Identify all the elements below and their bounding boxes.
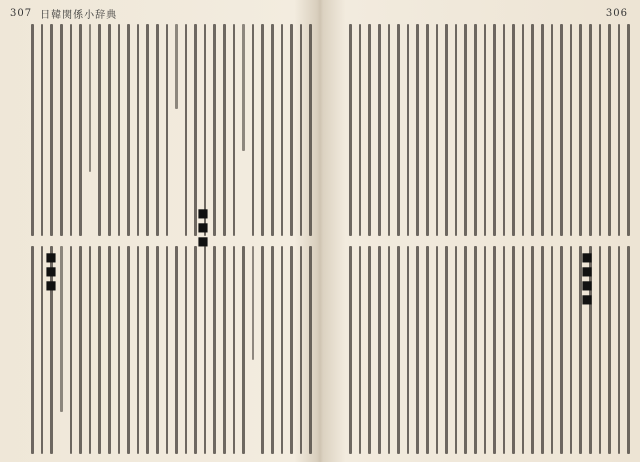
text-column-line (290, 24, 293, 236)
text-column-line (166, 24, 169, 236)
text-column-line (589, 24, 592, 236)
text-column-line (464, 24, 467, 236)
text-column-line (560, 24, 563, 236)
text-column-line (213, 24, 216, 236)
text-column-line (281, 246, 284, 454)
text-column-line (378, 24, 381, 236)
text-column-line (484, 246, 487, 454)
text-column-line (70, 24, 73, 236)
text-column-line (426, 24, 429, 236)
text-column-line (70, 246, 73, 454)
text-column-line (60, 246, 63, 412)
text-column-line (60, 24, 63, 236)
text-column-line (146, 24, 149, 236)
text-column-line (127, 246, 130, 454)
text-column-line (242, 24, 245, 151)
headword-1: ■■■ (196, 206, 210, 248)
text-column-line (368, 24, 371, 236)
text-column-line (436, 24, 439, 236)
text-column-line (551, 246, 554, 454)
text-column-line (407, 24, 410, 236)
text-column-line (271, 24, 274, 236)
right-upper-text (330, 24, 630, 236)
text-column-line (599, 24, 602, 236)
text-column-line (407, 246, 410, 454)
left-page (0, 0, 318, 462)
text-column-line (608, 246, 611, 454)
text-column-line (137, 246, 140, 454)
text-column-line (166, 246, 169, 454)
headword-3: ■■■■ (580, 250, 594, 306)
left-lower-text (14, 246, 312, 454)
text-column-line (309, 246, 312, 454)
text-column-line (146, 246, 149, 454)
text-column-line (608, 24, 611, 236)
text-column-line (436, 246, 439, 454)
text-column-line (261, 246, 264, 454)
text-column-line (252, 24, 255, 236)
text-column-line (541, 24, 544, 236)
text-column-line (464, 246, 467, 454)
text-column-line (522, 246, 525, 454)
right-page-number: 306 (605, 7, 628, 19)
headword-2: ■■■ (44, 250, 58, 292)
text-column-line (31, 246, 34, 454)
text-column-line (368, 246, 371, 454)
text-column-line (242, 246, 245, 454)
text-column-line (618, 24, 621, 236)
text-column-line (281, 24, 284, 236)
text-column-line (349, 246, 352, 454)
text-column-line (503, 24, 506, 236)
text-column-line (271, 246, 274, 454)
text-column-line (185, 246, 188, 454)
text-column-line (156, 24, 159, 236)
right-running-head (606, 6, 628, 20)
text-column-line (98, 246, 101, 454)
text-column-line (233, 246, 236, 454)
text-column-line (223, 24, 226, 236)
text-column-line (445, 246, 448, 454)
left-book-title: 日韓関係小辞典 (40, 9, 118, 21)
text-column-line (397, 24, 400, 236)
text-column-line (118, 24, 121, 236)
text-column-line (560, 246, 563, 454)
text-column-line (89, 24, 92, 172)
text-column-line (455, 24, 458, 236)
text-column-line (213, 246, 216, 454)
text-column-line (204, 246, 207, 454)
text-column-line (474, 246, 477, 454)
text-column-line (261, 24, 264, 236)
text-column-line (41, 24, 44, 236)
text-column-line (79, 24, 82, 236)
text-column-line (378, 246, 381, 454)
text-column-line (137, 24, 140, 236)
text-column-line (194, 24, 197, 236)
text-column-line (541, 246, 544, 454)
text-column-line (175, 24, 178, 109)
text-column-line (349, 24, 352, 236)
text-column-line (309, 24, 312, 236)
text-column-line (493, 24, 496, 236)
text-column-line (41, 246, 44, 454)
text-column-line (252, 246, 255, 360)
text-column-line (175, 246, 178, 454)
text-column-line (599, 246, 602, 454)
text-column-line (233, 24, 236, 236)
text-column-line (204, 24, 207, 236)
text-column-line (445, 24, 448, 236)
text-column-line (484, 24, 487, 236)
text-column-line (98, 24, 101, 236)
right-page (322, 0, 640, 462)
text-column-line (503, 246, 506, 454)
text-column-line (31, 24, 34, 236)
text-column-line (531, 246, 534, 454)
text-column-line (551, 24, 554, 236)
text-column-line (531, 24, 534, 236)
text-column-line (359, 24, 362, 236)
text-column-line (570, 246, 573, 454)
text-column-line (388, 24, 391, 236)
text-column-line (474, 24, 477, 236)
text-column-line (185, 24, 188, 236)
text-column-line (416, 24, 419, 236)
text-column-line (416, 246, 419, 454)
left-page-number: 307 (10, 7, 33, 19)
left-running-head (10, 6, 117, 20)
text-column-line (290, 246, 293, 454)
text-column-line (300, 24, 303, 236)
text-column-line (397, 246, 400, 454)
text-column-line (426, 246, 429, 454)
left-upper-text (14, 24, 312, 236)
text-column-line (570, 24, 573, 236)
text-column-line (50, 24, 53, 236)
text-column-line (455, 246, 458, 454)
text-column-line (194, 246, 197, 454)
text-column-line (79, 246, 82, 454)
text-column-line (108, 24, 111, 236)
text-column-line (300, 246, 303, 454)
text-column-line (512, 24, 515, 236)
text-column-line (522, 24, 525, 236)
text-column-line (89, 246, 92, 454)
text-column-line (108, 246, 111, 454)
text-column-line (388, 246, 391, 454)
text-column-line (618, 246, 621, 454)
text-column-line (118, 246, 121, 454)
text-column-line (493, 246, 496, 454)
text-column-line (127, 24, 130, 236)
text-column-line (359, 246, 362, 454)
text-column-line (579, 24, 582, 236)
text-column-line (512, 246, 515, 454)
text-column-line (223, 246, 226, 454)
text-column-line (627, 246, 630, 454)
text-column-line (627, 24, 630, 236)
text-column-line (156, 246, 159, 454)
